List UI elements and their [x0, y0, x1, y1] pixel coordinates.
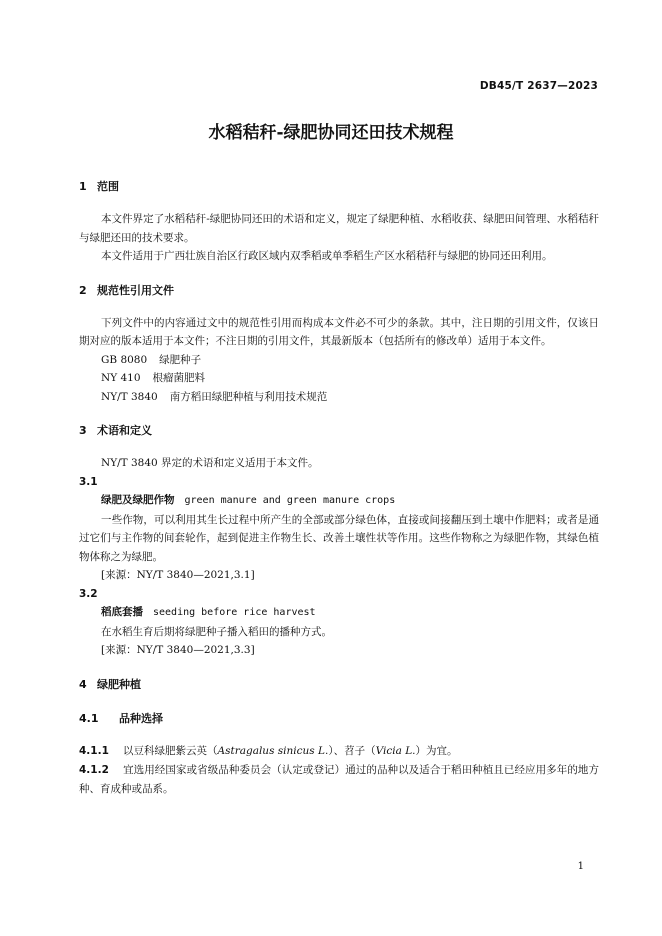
paragraph: 下列文件中的内容通过文中的规范性引用而构成本文件必不可少的条款。其中，注日期的引用文件，仅该日期对应的版本适用于本文件；不注日期的引用文件，其最新版本（包括所有的修改单）适用于本文件。 — [79, 316, 599, 347]
section-number: 4 — [79, 677, 87, 691]
clause-text: ）为宜。 — [415, 744, 458, 757]
term-entry — [79, 603, 599, 623]
term-definition: 在水稻生育后期将绿肥种子播入稻田的播种方式。 — [101, 625, 332, 638]
section-number: 2 — [79, 283, 87, 297]
section-3-heading — [79, 422, 599, 440]
normative-reference — [79, 369, 599, 388]
term-english: seeding before rice harvest — [153, 607, 316, 618]
subsection-heading — [79, 710, 599, 728]
term-number: 3.1 — [79, 475, 98, 488]
section-title: 范围 — [97, 180, 119, 193]
term-number: 3.2 — [79, 587, 98, 600]
standard-number: DB45/T 2637—2023 — [479, 80, 598, 92]
clause — [79, 761, 599, 799]
section-4-heading — [79, 676, 599, 694]
reference-code: NY 410 — [101, 372, 141, 384]
section-title: 术语和定义 — [97, 424, 152, 437]
section-1-heading — [79, 178, 599, 196]
term-entry — [79, 491, 599, 511]
term-chinese: 绿肥及绿肥作物 — [101, 494, 175, 506]
term-source: [来源：NY/T 3840—2021,3.1] — [101, 569, 255, 581]
paragraph: 本文件界定了水稻秸秆-绿肥协同还田的术语和定义，规定了绿肥种植、水稻收获、绿肥田间管理、水稻秸秆与绿肥还田的技术要求。 — [79, 213, 599, 244]
page-number: 1 — [577, 861, 584, 872]
clause-number: 4.1.2 — [79, 763, 109, 776]
paragraph: 本文件适用于广西壮族自治区行政区域内双季稻或单季稻生产区水稻秸秆与绿肥的协同还田利用。 — [101, 250, 553, 262]
section-title: 规范性引用文件 — [97, 283, 174, 297]
paragraph: NY/T 3840 界定的术语和定义适用于本文件。 — [101, 457, 319, 469]
subsection-number: 4.1 — [79, 711, 99, 725]
page-title: 水稻秸秆-绿肥协同还田技术规程 — [208, 123, 454, 143]
term-source: [来源：NY/T 3840—2021,3.3] — [101, 644, 255, 656]
subsection-title: 品种选择 — [119, 711, 163, 725]
section-2-heading — [79, 282, 599, 300]
clause-number: 4.1.1 — [79, 744, 109, 757]
reference-code: GB 8080 — [101, 353, 148, 366]
section-title: 绿肥种植 — [97, 677, 141, 691]
clause — [79, 742, 599, 761]
term-definition: 一些作物，可以利用其生长过程中所产生的全部或部分绿色体，直接或间接翻压到土壤中作肥料；或者是通过它们与主作物的间套轮作，起到促进主作物生长、改善土壤性状等作用。这些作物称之为绿肥作物，其绿色植物体称之为绿肥。 — [79, 513, 599, 563]
term-english: green manure and green manure crops — [184, 495, 396, 506]
normative-reference — [79, 388, 599, 407]
reference-name: 根瘤菌肥料 — [152, 372, 205, 384]
clause-text: ）、苕子（ — [328, 744, 376, 757]
reference-name: 绿肥种子 — [159, 353, 202, 366]
latin-name: Vicia L. — [375, 744, 416, 757]
latin-name: Astragalus sinicus L. — [217, 744, 329, 757]
section-number: 1 — [79, 180, 87, 193]
document-body — [79, 178, 599, 799]
section-number: 3 — [79, 424, 87, 437]
normative-reference — [79, 351, 599, 370]
term-chinese: 稻底套播 — [101, 606, 143, 618]
clause-text: 宜选用经国家或省级品种委员会（认定或登记）通过的品种以及适合于稻田种植且已经应用多年的地方种、育成种或品系。 — [79, 763, 599, 795]
reference-name: 南方稻田绿肥种植与利用技术规范 — [169, 390, 328, 403]
reference-code: NY/T 3840 — [101, 390, 158, 403]
clause-text: 以豆科绿肥紫云英（ — [123, 744, 218, 757]
